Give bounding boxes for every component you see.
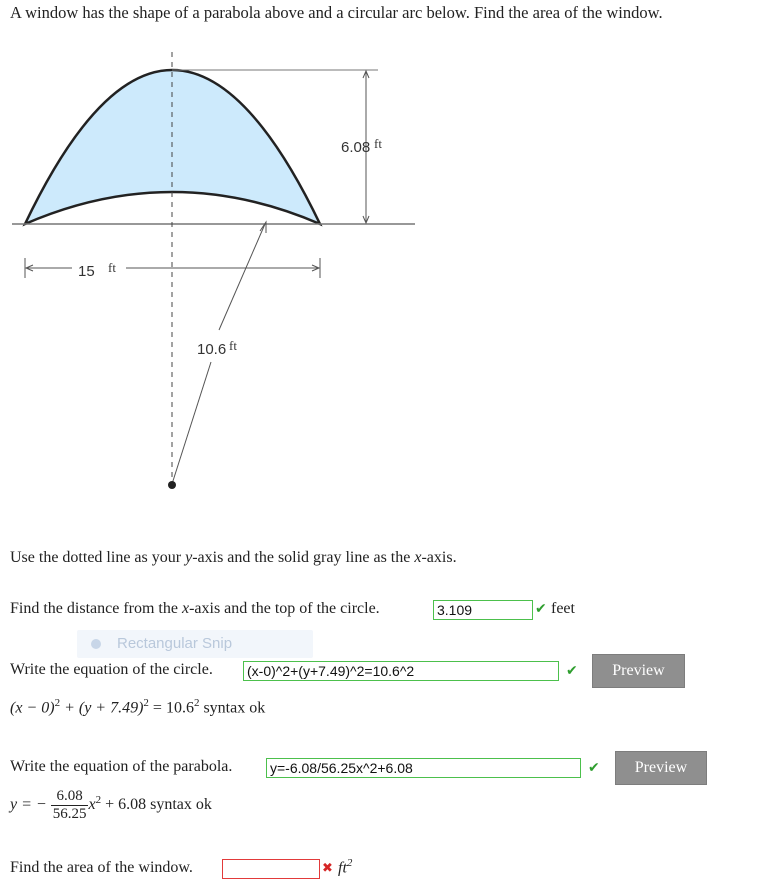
q2-rendered-part-c: = 10.6 <box>148 699 194 717</box>
snip-label: Rectangular Snip <box>117 635 233 652</box>
q2-rendered-sup-2: 2 <box>143 697 149 709</box>
q3-rendered-tail: + 6.08 <box>101 796 147 814</box>
q3-rendered-equation <box>10 788 212 823</box>
q1-correct-check-icon: ✔ <box>535 601 547 617</box>
q2-rendered-part-a: (x − 0) <box>10 699 55 717</box>
q2-correct-check-icon: ✔ <box>566 663 578 679</box>
q2-rendered-sup-3: 2 <box>193 697 200 709</box>
rectangular-snip-overlay[interactable] <box>77 630 313 658</box>
radius-line-lower <box>172 362 211 484</box>
snip-dot-icon <box>91 639 101 649</box>
axis-instructions <box>10 549 457 567</box>
q3-rendered-lhs: y = − <box>10 796 47 814</box>
q2-prompt: Write the equation of the circle. <box>10 661 213 678</box>
q2-preview-button[interactable]: Preview <box>592 654 685 688</box>
q1-prompt-suffix: -axis and the top of the circle. <box>189 600 380 617</box>
q2-rendered-equation <box>10 697 265 717</box>
q1-unit: feet <box>551 600 575 617</box>
height-value: 6.08 <box>341 139 371 156</box>
q4-incorrect-cross-icon: ✖ <box>322 861 333 876</box>
width-unit: ft <box>108 260 116 275</box>
q3-rendered-numerator: 6.08 <box>51 788 89 806</box>
q1-prompt-var: x <box>181 600 190 617</box>
axis-instructions-y: y <box>185 549 193 566</box>
q1-prompt-prefix: Find the distance from the <box>10 600 182 617</box>
axis-instructions-prefix: Use the dotted line as your <box>10 549 186 566</box>
axis-instructions-mid: -axis and the solid gray line as the <box>192 549 415 566</box>
radius-value: 10.6 <box>197 341 227 358</box>
axis-instructions-x: x <box>414 549 422 566</box>
q1-answer-input[interactable]: 3.109 <box>433 600 533 620</box>
q4-unit-base: ft <box>338 859 347 877</box>
q3-rendered-denominator: 56.25 <box>52 806 87 822</box>
q3-prompt: Write the equation of the parabola. <box>10 758 233 775</box>
radius-unit: ft <box>229 338 237 353</box>
q3-rendered-sup: 2 <box>95 793 102 806</box>
q3-syntax-status: syntax ok <box>150 796 212 814</box>
q2-rendered-sup-1: 2 <box>54 697 61 709</box>
problem-title: A window has the shape of a parabola above and a circular arc below. Find the area of the window. <box>10 3 663 22</box>
circle-center-point <box>168 481 176 489</box>
q3-correct-check-icon: ✔ <box>588 760 600 776</box>
q2-answer-input[interactable]: (x-0)^2+(y+7.49)^2=10.6^2 <box>243 661 559 681</box>
q3-preview-button[interactable]: Preview <box>615 751 707 785</box>
width-value: 15 <box>78 263 95 280</box>
q4-unit <box>338 857 352 877</box>
q1-prompt <box>10 600 380 618</box>
window-diagram <box>0 40 480 500</box>
q3-answer-input[interactable]: y=-6.08/56.25x^2+6.08 <box>266 758 581 778</box>
axis-instructions-suffix: -axis. <box>421 549 457 566</box>
q2-syntax-status: syntax ok <box>203 699 266 717</box>
radius-line-upper <box>219 224 265 330</box>
q4-unit-sup: 2 <box>346 857 353 869</box>
q4-prompt: Find the area of the window. <box>10 859 193 876</box>
q4-answer-input[interactable] <box>222 859 320 879</box>
q3-rendered-var: x <box>88 796 96 814</box>
q3-rendered-fraction <box>51 788 89 823</box>
q2-rendered-part-b: + (y + 7.49) <box>60 699 144 717</box>
height-unit: ft <box>374 136 382 151</box>
